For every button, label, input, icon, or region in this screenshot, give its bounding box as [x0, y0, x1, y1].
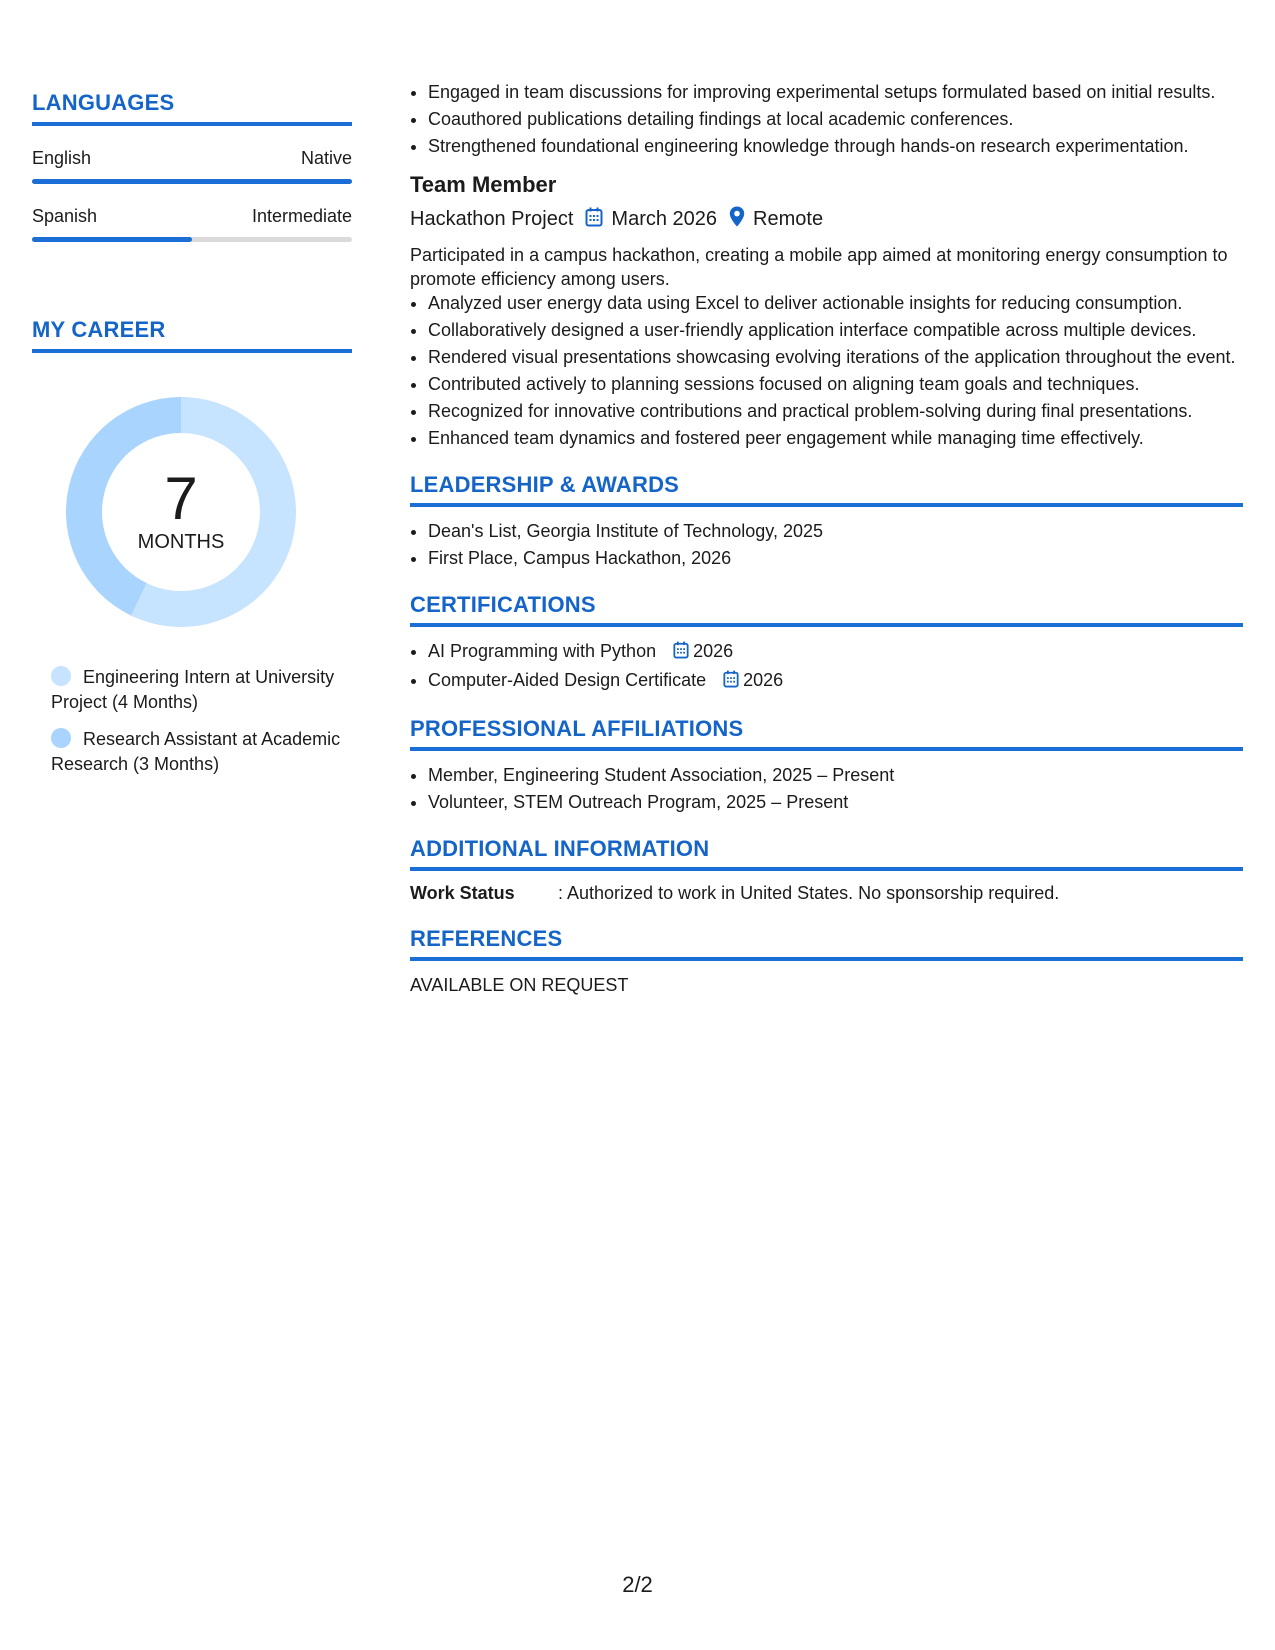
- cert-name: Computer-Aided Design Certificate: [428, 670, 707, 690]
- job-entry: [410, 172, 1243, 450]
- list-item: • Engaged in team discussions for improving experimental setups formulated based on initial results.: [428, 80, 1243, 104]
- list-item: • Rendered visual presentations showcasing evolving iterations of the application throughout the event.: [428, 345, 1243, 369]
- language-level: Native: [300, 148, 352, 168]
- calendar-icon: [673, 641, 689, 665]
- career-title: MY CAREER: [32, 317, 352, 353]
- references-title: REFERENCES: [410, 926, 1243, 961]
- language-level: Intermediate: [251, 206, 352, 226]
- career-section: [32, 317, 352, 777]
- language-bar: [32, 179, 352, 184]
- affiliations-title: PROFESSIONAL AFFILIATIONS: [410, 716, 1243, 751]
- map-pin-icon: [729, 206, 745, 233]
- list-item: • Strengthened foundational engineering knowledge through hands-on research experimentation.: [428, 134, 1243, 158]
- awards-title: LEADERSHIP & AWARDS: [410, 472, 1243, 507]
- list-item: • Dean's List, Georgia Institute of Technology, 2025: [428, 519, 1243, 543]
- references-section: [410, 926, 1243, 996]
- legend-label: Research Assistant at Academic Research (3 Months): [51, 729, 341, 774]
- calendar-icon: [723, 670, 739, 694]
- additional-section: [410, 836, 1243, 904]
- certifications-section: [410, 592, 1243, 694]
- page-number: 2/2: [622, 1572, 653, 1597]
- career-total-value: 7: [164, 465, 198, 532]
- language-item: [32, 206, 352, 242]
- job-location: Remote: [753, 208, 824, 230]
- additional-title: ADDITIONAL INFORMATION: [410, 836, 1243, 871]
- job-title: Team Member: [410, 172, 557, 197]
- references-text: AVAILABLE ON REQUEST: [410, 975, 629, 995]
- career-legend: [51, 665, 352, 777]
- affiliations-section: [410, 716, 1243, 814]
- list-item: • Contributed actively to planning sessions focused on aligning team goals and techniques.: [428, 372, 1243, 396]
- list-item: • Member, Engineering Student Association, 2025 – Present: [428, 763, 1243, 787]
- awards-section: [410, 472, 1243, 570]
- main-content: [410, 80, 1243, 996]
- languages-section: [32, 90, 352, 242]
- language-bar-fill: [32, 179, 352, 184]
- prev-job-bullets: [410, 80, 1243, 158]
- legend-label: Engineering Intern at University Project (4 Months): [51, 667, 335, 712]
- calendar-icon: [585, 207, 603, 233]
- cert-name: AI Programming with Python: [428, 641, 657, 661]
- language-bar: [32, 237, 352, 242]
- list-item: • Collaboratively designed a user-friendly application interface compatible across multiple devices.: [428, 318, 1243, 342]
- job-company: Hackathon Project: [410, 208, 574, 230]
- list-item: [428, 668, 1243, 694]
- language-name: English: [32, 148, 92, 168]
- job-bullets: [410, 291, 1243, 450]
- list-item: • Coauthored publications detailing findings at local academic conferences.: [428, 107, 1243, 131]
- language-item: [32, 148, 352, 184]
- info-row: [410, 883, 1243, 904]
- languages-title: LANGUAGES: [32, 90, 352, 126]
- job-date: March 2026: [611, 208, 718, 230]
- job-description: Participated in a campus hackathon, creating a mobile app aimed at monitoring energy consumption to promote efficiency among users.: [410, 245, 1228, 289]
- info-value: : Authorized to work in United States. No sponsorship required.: [558, 883, 1060, 903]
- certifications-title: CERTIFICATIONS: [410, 592, 1243, 627]
- cert-year: 2026: [743, 670, 784, 690]
- legend-dot: [51, 728, 71, 748]
- list-item: • Analyzed user energy data using Excel to deliver actionable insights for reducing consumption.: [428, 291, 1243, 315]
- language-bar-fill: [32, 237, 192, 242]
- legend-item: [51, 665, 352, 715]
- career-donut: [66, 397, 296, 627]
- language-name: Spanish: [32, 206, 98, 226]
- info-label: Work Status: [410, 883, 515, 903]
- list-item: • Volunteer, STEM Outreach Program, 2025 – Present: [428, 790, 1243, 814]
- career-total-unit: MONTHS: [137, 531, 225, 553]
- legend-item: [51, 727, 352, 777]
- list-item: • Recognized for innovative contributions and practical problem-solving during final presentations.: [428, 399, 1243, 423]
- job-meta: [410, 206, 1243, 233]
- list-item: [428, 639, 1243, 665]
- list-item: • First Place, Campus Hackathon, 2026: [428, 546, 1243, 570]
- cert-year: 2026: [693, 641, 734, 661]
- legend-dot: [51, 666, 71, 686]
- list-item: • Enhanced team dynamics and fostered peer engagement while managing time effectively.: [428, 426, 1243, 450]
- sidebar: [32, 90, 352, 789]
